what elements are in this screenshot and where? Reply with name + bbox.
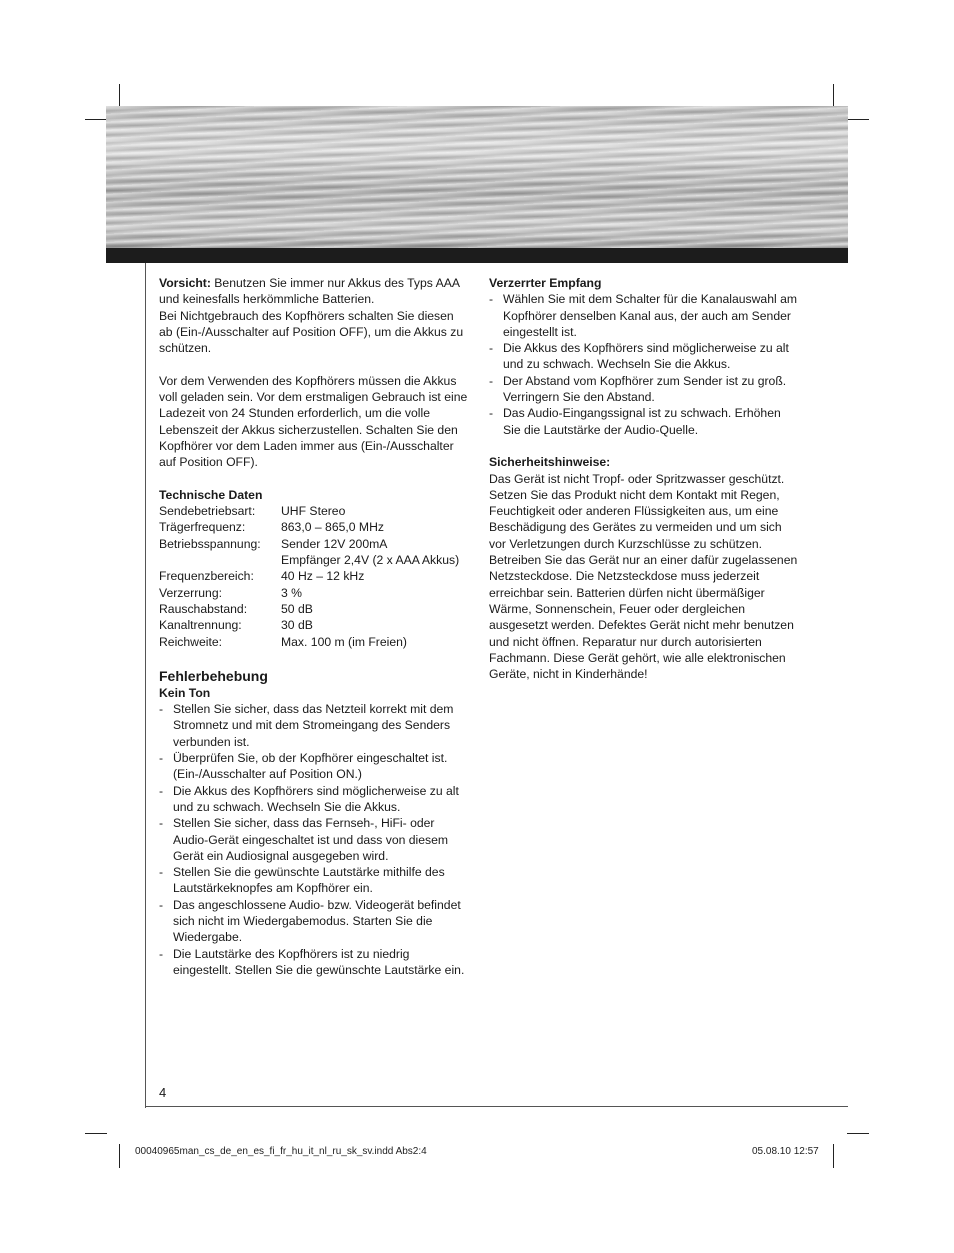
spec-row <box>159 634 469 650</box>
list-item: - Die Lautstärke des Kopfhörers ist zu niedrig eingestellt. Stellen Sie die gewünschte Lautstärke ein. <box>159 946 469 979</box>
page-bottom-rule <box>145 1106 848 1107</box>
crop-mark <box>847 119 869 120</box>
spec-key: Frequenzbereich: <box>159 569 254 584</box>
troubleshooting-title: Fehlerbehebung <box>159 667 268 684</box>
crop-mark <box>85 119 107 120</box>
distorted-title: Verzerrter Empfang <box>489 276 602 290</box>
spec-key: Kanaltrennung: <box>159 618 242 633</box>
spec-key: Reichweite: <box>159 634 222 649</box>
footer-file-name: 00040965man_cs_de_en_es_fi_fr_hu_it_nl_ru_sk_sv.indd Abs2:4 <box>135 1146 427 1157</box>
spec-value: 50 dB <box>281 601 313 616</box>
distorted-list <box>489 291 799 438</box>
warning-text: Benutzen Sie immer nur Akkus des Typs AAA und keinesfalls herkömmliche Batterien. <box>159 276 460 307</box>
crop-mark <box>119 1144 120 1168</box>
spec-row <box>159 536 469 552</box>
list-item: - Der Abstand vom Kopfhörer zum Sender ist zu groß. Verringern Sie den Abstand. <box>489 373 799 406</box>
spec-key: Rauschabstand: <box>159 601 248 616</box>
crop-mark <box>833 1144 834 1168</box>
header-texture-band <box>106 106 848 248</box>
spec-value: 40 Hz – 12 kHz <box>281 569 365 584</box>
spec-row <box>159 568 469 584</box>
no-sound-title: Kein Ton <box>159 685 211 700</box>
spec-value: 863,0 – 865,0 MHz <box>281 520 384 535</box>
list-item: - Stellen Sie sicher, dass das Netzteil korrekt mit dem Stromnetz und mit dem Stromeingang des Senders verbunden ist. <box>159 701 469 750</box>
spec-value: 30 dB <box>281 618 313 633</box>
list-item: - Wählen Sie mit dem Schalter für die Kanalauswahl am Kopfhörer denselben Kanal aus, der auch am Sender eingestellt ist. <box>489 291 799 340</box>
crop-mark <box>85 1133 107 1134</box>
spec-key: Betriebsspannung: <box>159 536 261 551</box>
spec-value: Max. 100 m (im Freien) <box>281 634 407 649</box>
warning-label: Vorsicht: <box>159 276 211 290</box>
spec-key: Trägerfrequenz: <box>159 520 246 535</box>
left-column <box>159 275 469 978</box>
spec-key <box>159 552 281 568</box>
list-item: - Die Akkus des Kopfhörers sind möglicherweise zu alt und zu schwach. Wechseln Sie die Akkus. <box>489 340 799 373</box>
charging-paragraph: Vor dem Verwenden des Kopfhörers müssen die Akkus voll geladen sein. Vor dem erstmaligen Gebrauch ist eine Ladezeit von 24 Stunden erforderlich, um die volle Lebenszeit der Akkus sicherzustellen. Schalten Sie den Kopfhörer vor dem Laden immer aus (Ein-/Ausschalter auf Position OFF). <box>159 373 468 470</box>
warning-paragraph <box>159 275 469 308</box>
crop-mark <box>119 84 120 106</box>
footer-date: 05.08.10 12:57 <box>752 1146 819 1157</box>
spec-value: UHF Stereo <box>281 504 346 519</box>
spec-row <box>159 601 469 617</box>
spec-value: Empfänger 2,4V (2 x AAA Akkus) <box>281 553 460 568</box>
list-item: - Das Audio-Eingangssignal ist zu schwach. Erhöhen Sie die Lautstärke der Audio-Quelle. <box>489 405 799 438</box>
spec-row <box>159 552 469 568</box>
warning-text-2: Bei Nichtgebrauch des Kopfhörers schalten Sie diesen ab (Ein-/Ausschalter auf Position OFF), um die Akkus zu schützen. <box>159 308 464 356</box>
tech-title: Technische Daten <box>159 487 263 502</box>
list-item: - Stellen Sie die gewünschte Lautstärke mithilfe des Lautstärkeknopfes am Kopfhörer ein. <box>159 864 469 897</box>
list-item: - Die Akkus des Kopfhörers sind möglicherweise zu alt und zu schwach. Wechseln Sie die Akkus. <box>159 783 469 816</box>
spec-value: Sender 12V 200mA <box>281 536 388 551</box>
right-column <box>489 275 799 682</box>
spec-key: Sendebetriebsart: <box>159 504 256 519</box>
spec-value: 3 % <box>281 585 303 600</box>
header-black-bar <box>106 248 848 263</box>
page-number: 4 <box>159 1085 167 1100</box>
list-item: - Das angeschlossene Audio- bzw. Videogerät befindet sich nicht im Wiedergabemodus. Starten Sie die Wiedergabe. <box>159 897 469 946</box>
crop-mark <box>847 1133 869 1134</box>
no-sound-list <box>159 701 469 978</box>
spec-row <box>159 503 469 519</box>
page-left-rule <box>145 263 146 1108</box>
crop-mark <box>833 84 834 106</box>
spec-row <box>159 617 469 633</box>
spec-row <box>159 585 469 601</box>
spec-row <box>159 519 469 535</box>
safety-title: Sicherheitshinweise: <box>489 455 611 470</box>
list-item: - Überprüfen Sie, ob der Kopfhörer eingeschaltet ist. (Ein-/Ausschalter auf Position ON.) <box>159 750 469 783</box>
safety-paragraph: Das Gerät ist nicht Tropf- oder Spritzwasser geschützt. Setzen Sie das Produkt nicht dem Kontakt mit Regen, Feuchtigkeit oder anderen Flüssigkeiten aus, um eine Beschädigung des Gerätes zu vermeiden und um sich vor Verletzungen durch Kurzschlüsse zu schützen. Betreiben Sie das Gerät nur an einer dafür zugelassenen Netzsteckdose. Die Netzsteckdose muss jederzeit erreichbar sein. Batterien dürfen nicht übermäßiger Wärme, Sonnenschein, Feuer oder dergleichen ausgesetzt werden. Defektes Gerät nicht mehr benutzen und nicht öffnen. Reparatur nur durch autorisierten Fachmann. Diese Gerät gehört, wie alle elektronischen Geräte, nicht in Kinderhände! <box>489 471 798 682</box>
spec-key: Verzerrung: <box>159 585 223 600</box>
tech-specs <box>159 503 469 650</box>
list-item: - Stellen Sie sicher, dass das Fernseh-, HiFi- oder Audio-Gerät eingeschaltet ist und dass von diesem Gerät ein Audiosignal ausgegeben wird. <box>159 815 469 864</box>
